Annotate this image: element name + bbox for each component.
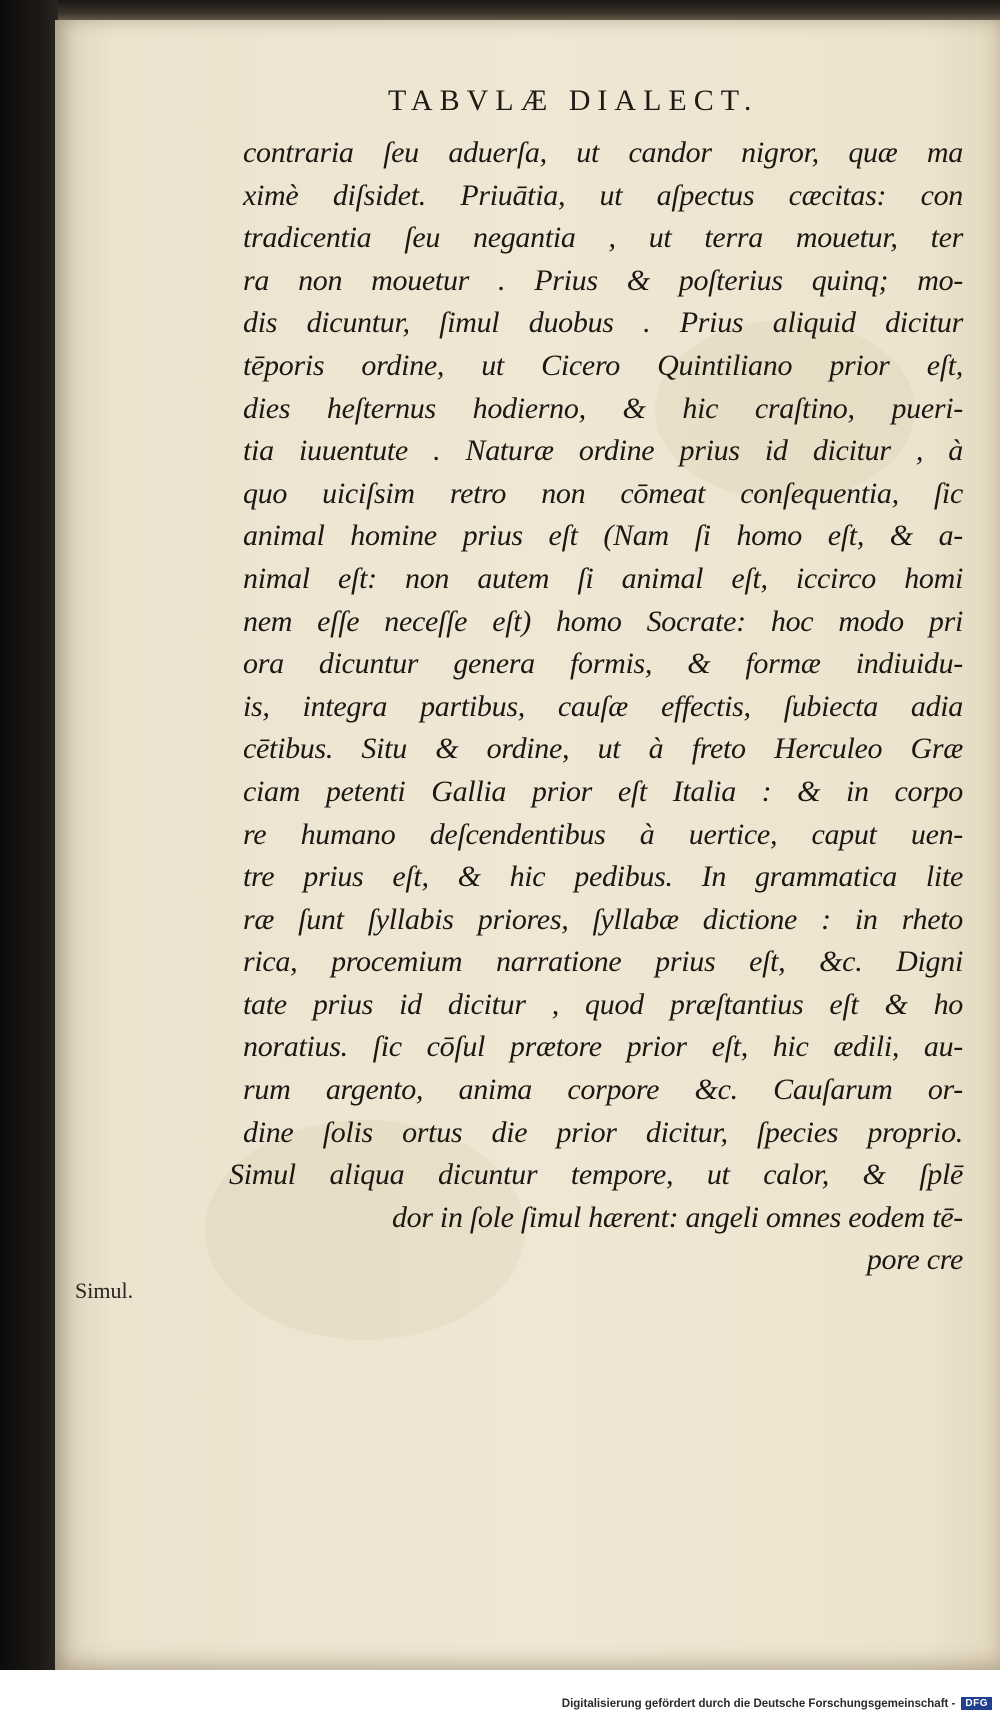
text-line: ximè diſsidet. Priuātia, ut aſpectus cæcitas: con (243, 178, 963, 212)
dfg-logo: DFG (961, 1697, 992, 1710)
text-line: nimal eſt: non autem ſi animal eſt, iccirco homi (243, 561, 963, 595)
text-line: ra non mouetur . Prius & poſterius quinq; mo- (243, 263, 963, 297)
text-line: cētibus. Situ & ordine, ut à freto Herculeo Græ (243, 732, 963, 766)
text-line: dine ſolis ortus die prior dicitur, ſpecies proprio. (243, 1115, 963, 1149)
text-line: tre prius eſt, & hic pedibus. In grammatica lite (243, 860, 963, 894)
text-line: ræ ſunt ſyllabis priores, ſyllabæ dictione : in rheto (243, 902, 963, 936)
book-spine (0, 0, 58, 1722)
text-line: ora dicuntur genera formis, & formæ indiuidu- (243, 647, 963, 681)
book-top-edge (0, 0, 1000, 22)
text-line: contraria ſeu aduerſa, ut candor nigror, quæ ma (243, 136, 963, 169)
body-text (229, 132, 963, 1282)
text-line: noratius. ſic cōſul prætore prior eſt, hic ædili, au- (243, 1030, 963, 1064)
catchword: pore cre (866, 1243, 963, 1277)
running-head: TABVLÆ DIALECT. (388, 84, 759, 117)
text-line: ciam petenti Gallia prior eſt Italia : & in corpo (243, 774, 963, 808)
text-line: tia iuuentute . Naturæ ordine prius id dicitur , à (243, 434, 963, 468)
text-line: Simul aliqua dicuntur tempore, ut calor, & ſplē (229, 1158, 963, 1192)
text-line: re humano deſcendentibus à uertice, caput uen- (243, 817, 963, 851)
text-line: dis dicuntur, ſimul duobus . Prius aliquid dicitur (243, 306, 963, 340)
margin-note: Simul. (75, 1278, 134, 1303)
text-line: rum argento, anima corpore &c. Cauſarum or- (243, 1073, 963, 1107)
text-line: quo uiciſsim retro non cōmeat conſequentia, ſic (243, 476, 963, 510)
text-line: is, integra partibus, cauſæ effectis, ſubiecta adia (243, 689, 963, 723)
footer-strip (0, 1670, 1000, 1722)
text-line: nem eſſe neceſſe eſt) homo Socrate: hoc modo pri (243, 604, 963, 638)
text-line: tate prius id dicitur , quod præſtantius eſt & ho (243, 987, 963, 1021)
text-line: animal homine prius eſt (Nam ſi homo eſt, & a- (243, 519, 963, 553)
text-line: rica, procemium narratione prius eſt, &c. Digni (243, 945, 963, 979)
credit-text: Digitalisierung gefördert durch die Deutsche Forschungsgemeinschaft - (561, 1697, 956, 1710)
text-line: dor in ſole ſimul hærent: angeli omnes eodem tē- (391, 1200, 963, 1234)
text-line: dies heſternus hodierno, & hic craſtino, pueri- (243, 391, 963, 425)
digitization-credit (562, 1697, 992, 1710)
text-line: tradicentia ſeu negantia , ut terra mouetur, ter (243, 221, 963, 255)
text-line: tēporis ordine, ut Cicero Quintiliano prior eſt, (243, 348, 963, 382)
